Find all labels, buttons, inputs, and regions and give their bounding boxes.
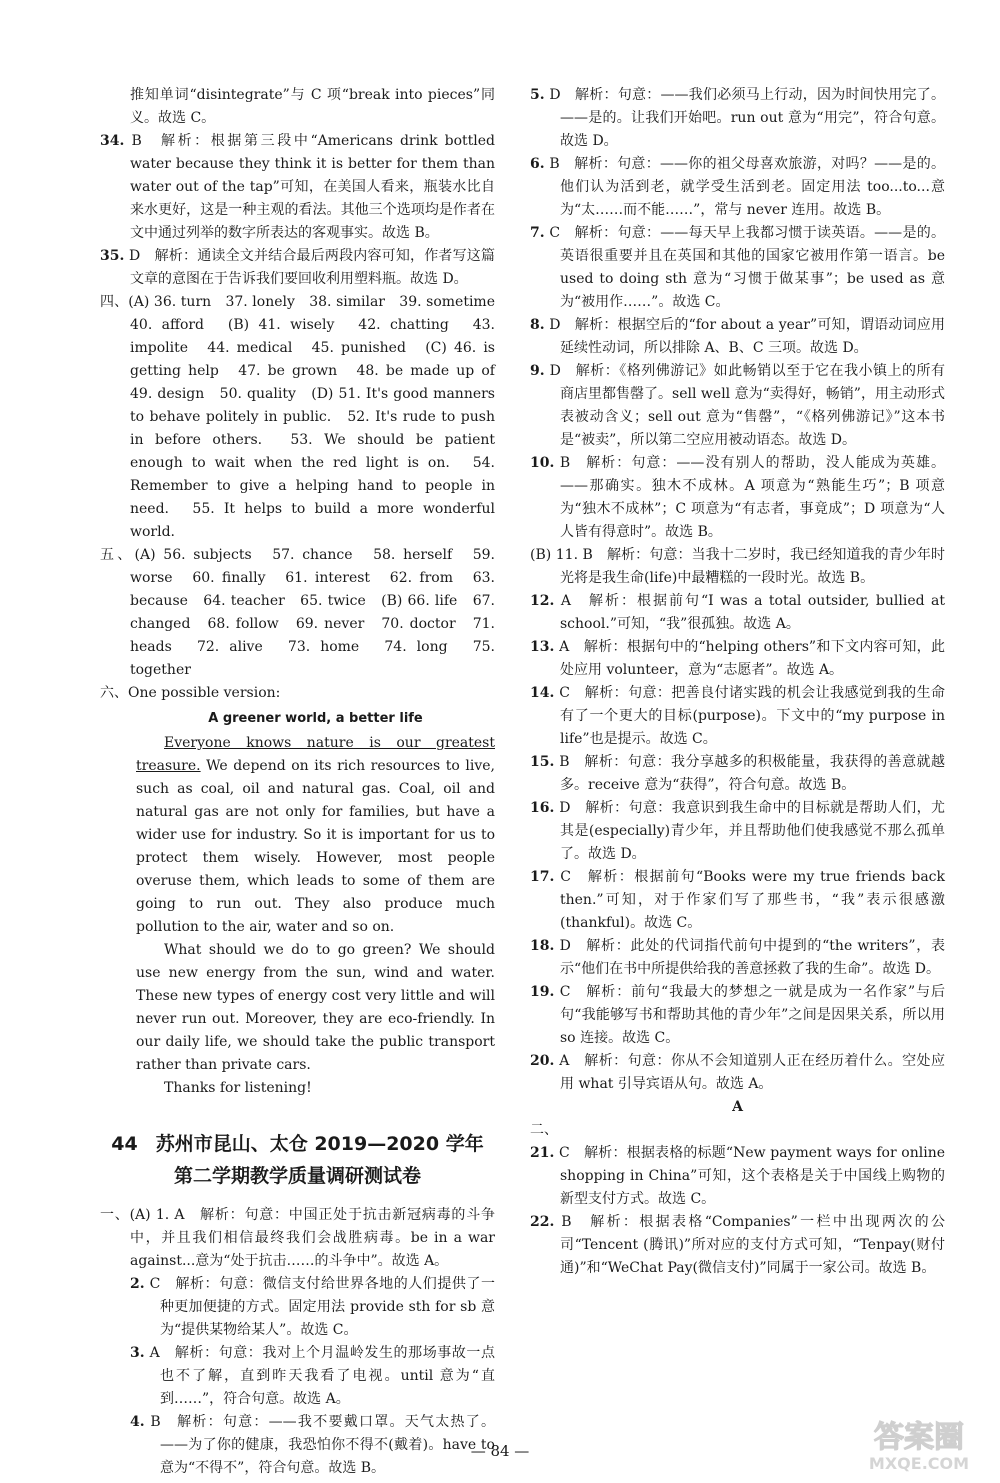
- question-number: 16.: [530, 800, 555, 816]
- question-number: 20.: [530, 1053, 555, 1069]
- answer-text: B 解析：句意：——我不要戴口罩。天气太热了。——为了你的健康，我恐怕你不得不(戴着)。have to 意为“不得不”，符合句意。故选 B。: [150, 1414, 495, 1476]
- answer-9: [530, 360, 945, 452]
- answer-text: D 解析：此处的代词指代前句中提到的“the writers”，表示“他们在书中所提供给我的善意拯救了我的生命”。故选 D。: [559, 938, 946, 977]
- page-number: — 84 —: [470, 1442, 530, 1460]
- section-4-answers: 四、(A) 36. turn 37. lonely 38. similar 39. sometime 40. afford (B) 41. wisely 42. chatting 43. impolite 44. medical 45. punished (C) 46. is getting help 47. be grown 48. be made up of 49. design 50. quality (D) 51. It's good manners to behave politely in public. 52. It's rude to push in before others. 53. We should be patient enough to wait when the red light is on. 54. Remember to give a helping hand to people in need. 55. It helps to build a more wonderful world.: [100, 294, 509, 540]
- answer-12: [530, 590, 945, 636]
- answer-text: A 解析：句意：你从不会知道别人正在经历着什么。空处应用 what 引导宾语从句。故选 A。: [559, 1053, 946, 1092]
- test-title-line-1: [100, 1128, 495, 1160]
- question-number: 4.: [130, 1414, 145, 1430]
- essay-paragraph-1-rest: We depend on its rich resources to live, such as coal, oil and natural gas. Coal, oil and natural gas are not only for families, but have a wider use for industry. So it is important for us to protect them wisely. However, most people overuse them, which leads to some of them are going to run out. They also produce much pollution to the air, water and so on.: [136, 758, 495, 935]
- question-number: 21.: [530, 1145, 555, 1161]
- question-number: 10.: [530, 455, 555, 471]
- test-title-1: 苏州市昆山、太仓 2019—2020 学年: [155, 1133, 484, 1155]
- sample-essay: [100, 707, 495, 1100]
- section-5-answers: 五、(A) 56. subjects 57. chance 58. herself 59. worse 60. finally 61. interest 62. from 63. because 64. teacher 65. twice (B) 66. life 67. changed 68. follow 69. never 70. doctor 71. heads 72. alive 73. home 74. long 75. together: [100, 547, 495, 678]
- question-number: 8.: [530, 317, 545, 333]
- answer-6: [530, 153, 945, 222]
- answer-text: C 解析：句意：微信支付给世界各地的人们提供了一种更加便捷的方式。固定用法 provide sth for sb 意为“提供某物给某人”。故选 C。: [149, 1276, 496, 1338]
- essay-paragraph-1: [136, 732, 495, 939]
- answer-2: [100, 1273, 495, 1342]
- answer-5: [530, 84, 945, 153]
- section-2-heading: 二、: [530, 1122, 558, 1138]
- answer-10: [530, 452, 945, 544]
- answer-3: [100, 1342, 495, 1411]
- answer-text: B 解析：句意：——没有别人的帮助，没人能成为英雄。——那确实。独木不成林。A 项意为“熟能生巧”；B 项意为“独木不成林”；C 项意为“有志者，事竟成”；D 项意为“人人皆有得意时”。故选 B。: [559, 455, 946, 540]
- question-number: 14.: [530, 685, 555, 701]
- question-number: 18.: [530, 938, 555, 954]
- answer-text: D 解析：句意：——我们必须马上行动，因为时间快用完了。——是的。让我们开始吧。run out 意为“用完”，符合句意。故选 D。: [549, 87, 945, 149]
- answer-text: B 解析：句意：我分享越多的积极能量，我获得的善意就越多。receive 意为“获得”，符合句意。故选 B。: [559, 754, 945, 793]
- question-number: 3.: [130, 1345, 145, 1361]
- question-number: 12.: [530, 593, 555, 609]
- answer-text: B 解析：根据第三段中“Americans drink bottled water because they think it is better for them than water out of the tap”可知，在美国人看来，瓶装水比自来水更好，这是一种主观的看法。其他三个选项均是作者在文中通过列举的数字所表达的客观事实。故选 B。: [130, 133, 496, 241]
- answer-text: D 解析：根据空后的“for about a year”可知，谓语动词应用延续性动词，所以排除 A、B、C 三项。故选 D。: [549, 317, 946, 356]
- answer-text: D 解析：《格列佛游记》如此畅销以至于它在我小镇上的所有商店里都售罄了。sell well 意为“卖得好，畅销”，用主动形式表被动含义；sell out 意为“售罄”，“《格列佛游记》”这本书是“被卖”，所以第二空应用被动语态。故选 D。: [549, 363, 945, 448]
- question-number: 2.: [130, 1276, 145, 1292]
- test-heading: [100, 1128, 495, 1192]
- essay-paragraph-2: What should we do to go green? We should use new energy from the sun, wind and water. These new types of energy cost very little and will never run out. Moreover, they are eco-friendly. In our daily life, we should take the public transport rather than private cars.: [136, 942, 495, 1073]
- question-number: 6.: [530, 156, 545, 172]
- question-number: 34.: [100, 133, 125, 149]
- answer-15: [530, 751, 945, 797]
- test-number: 44: [111, 1133, 138, 1155]
- question-number: 7.: [530, 225, 545, 241]
- question-number: 17.: [530, 869, 555, 885]
- essay-paragraph-3: Thanks for listening!: [164, 1080, 312, 1096]
- answer-21: [530, 1142, 945, 1211]
- answer-text: A 解析：句意：我对上个月温岭发生的那场事故一点也不了解，直到昨天我看了电视。until 意为“直到……”，符合句意。故选 A。: [149, 1345, 496, 1407]
- answer-text: B 解析：根据表格“Companies”一栏中出现两次的公司“Tencent (腾讯)”所对应的支付方式可知，“Tenpay(财付通)”和“WeChat Pay(微信支付)”同属于一家公司。故选 B。: [560, 1214, 946, 1276]
- watermark-url: MXQE.COM: [868, 1454, 970, 1473]
- test-title-line-2: 第二学期教学质量调研测试卷: [173, 1165, 421, 1187]
- answer-7: [530, 222, 945, 314]
- answer-34: [100, 130, 495, 245]
- answer-text: D 解析：句意：我意识到我生命中的目标就是帮助人们，尤其是(especially)青少年，并且帮助他们使我感觉不那么孤单了。故选 D。: [559, 800, 945, 862]
- answer-text: C 解析：句意：把善良付诸实践的机会让我感觉到我的生命有了一个更大的目标(purpose)。下文中的“my purpose in life”也是提示。故选 C。: [559, 685, 945, 747]
- question-number: 15.: [530, 754, 555, 770]
- answer-text: C 解析：前句“我最大的梦想之一就是成为一名作家”与后句“我能够写书和帮助其他的青少年”之间是因果关系，所以用 so 连接。故选 C。: [559, 984, 945, 1046]
- question-number: 13.: [530, 639, 555, 655]
- answer-continuation: 推知单词“disintegrate”与 C 项“break into pieces”同义。故选 C。: [130, 87, 495, 126]
- question-number: 35.: [100, 248, 125, 264]
- answer-text: A 解析：根据前句“I was a total outsider, bullied at school.”可知，“我”很孤独。故选 A。: [560, 593, 945, 632]
- question-number: 9.: [530, 363, 545, 379]
- answer-35: [100, 245, 495, 291]
- question-number: 19.: [530, 984, 555, 1000]
- question-number: 5.: [530, 87, 545, 103]
- answer-11: (B) 11. B 解析：句意：当我十二岁时，我已经知道我的青少年时光将是我生命(life)中最糟糕的一段时光。故选 B。: [530, 547, 945, 586]
- answer-text: D 解析：通读全文并结合最后两段内容可知，作者写这篇文章的意图在于告诉我们要回收利用塑料瓶。故选 D。: [129, 248, 496, 287]
- essay-title: A greener world, a better life: [208, 711, 423, 726]
- answer-17: [530, 866, 945, 935]
- answer-8: [530, 314, 945, 360]
- watermark-text: 答案圈: [874, 1420, 964, 1455]
- question-number: 22.: [530, 1214, 555, 1230]
- answer-text: C 解析：根据表格的标题“New payment ways for online shopping in China”可知，这个表格是关于中国线上购物的新型支付方式。故选 C。: [559, 1145, 945, 1207]
- answer-14: [530, 682, 945, 751]
- passage-label-a: A: [732, 1099, 743, 1115]
- answer-text: C 解析：根据前句“Books were my true friends back then.”可知，对于作家们写了那些书，“我”表示很感激(thankful)。故选 C。: [560, 869, 945, 931]
- answer-text: B 解析：句意：——你的祖父母喜欢旅游，对吗？——是的。他们认为活到老，就学受生活到老。固定用法 too...to...意为“太……而不能……”，常与 never 连用。故选 B。: [549, 156, 945, 218]
- answer-20: [530, 1050, 945, 1096]
- answer-text: C 解析：句意：——每天早上我都习惯于读英语。——是的。英语很重要并且在英国和其他的国家它被用作第一语言。be used to doing sth 意为“习惯于做某事”；be used as 意为“被用作……”。故选 C。: [549, 225, 945, 310]
- watermark-logo: [844, 1411, 994, 1475]
- underlined-sentence: Everyone knows nature is our greatest treasure.: [136, 735, 495, 774]
- answer-13: [530, 636, 945, 682]
- answer-16: [530, 797, 945, 866]
- section-6-heading: 六、One possible version:: [100, 685, 281, 701]
- answer-text: A 解析：根据句中的“helping others”和下文内容可知，此处应用 volunteer，意为“志愿者”。故选 A。: [559, 639, 945, 678]
- answer-19: [530, 981, 945, 1050]
- answer-22: [530, 1211, 945, 1280]
- right-column: [530, 84, 945, 1280]
- answer-1: 一、(A) 1. A 解析：句意：中国正处于抗击新冠病毒的斗争中，并且我们相信最终我们会战胜病毒。be in a war against...意为“处于抗击……的斗争中”。故选 A。: [100, 1207, 495, 1269]
- answer-18: [530, 935, 945, 981]
